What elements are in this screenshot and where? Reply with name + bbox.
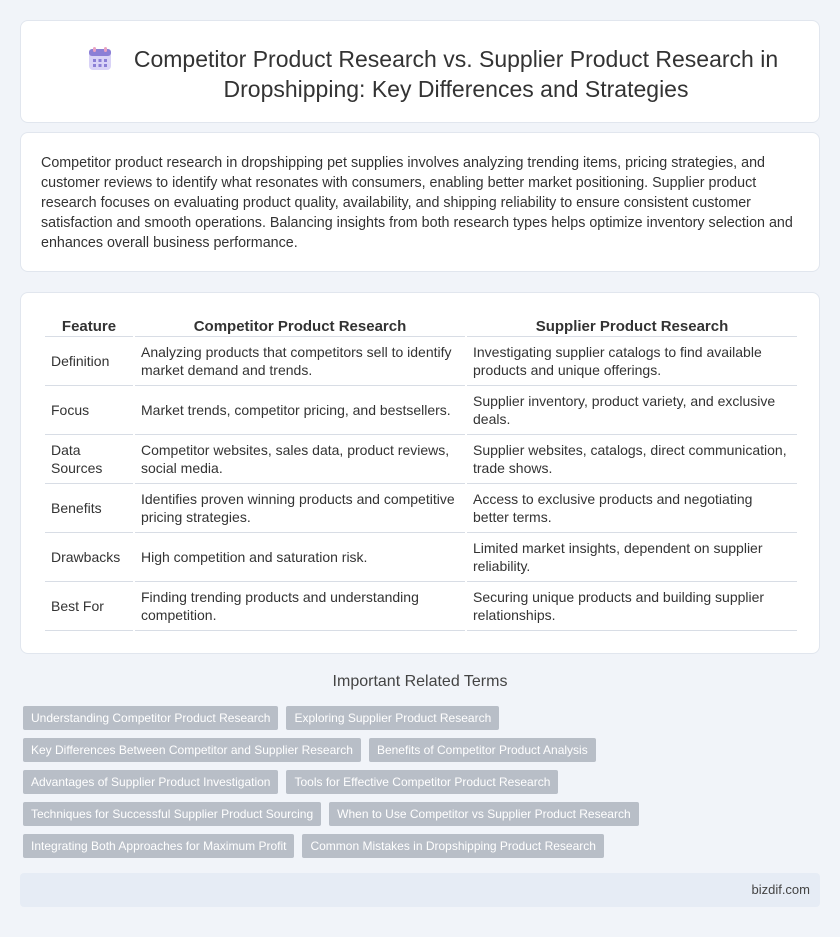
header-feature: Feature — [45, 313, 133, 337]
feature-cell: Benefits — [45, 484, 133, 533]
table-header-row — [45, 313, 797, 337]
related-term-tag[interactable]: When to Use Competitor vs Supplier Product Research — [329, 802, 638, 826]
table-row — [45, 386, 797, 435]
feature-cell: Definition — [45, 337, 133, 386]
comparison-table — [43, 313, 799, 631]
related-term-tag[interactable]: Integrating Both Approaches for Maximum Profit — [23, 834, 294, 858]
table-row — [45, 435, 797, 484]
header-competitor: Competitor Product Research — [135, 313, 465, 337]
intro-card — [20, 132, 820, 272]
title-card — [20, 20, 820, 123]
table-row — [45, 484, 797, 533]
supplier-cell: Access to exclusive products and negotiating better terms. — [467, 484, 797, 533]
supplier-cell: Limited market insights, dependent on supplier reliability. — [467, 533, 797, 582]
supplier-cell: Securing unique products and building supplier relationships. — [467, 582, 797, 631]
feature-cell: Data Sources — [45, 435, 133, 484]
table-row — [45, 533, 797, 582]
feature-cell: Best For — [45, 582, 133, 631]
related-term-tag[interactable]: Understanding Competitor Product Research — [23, 706, 278, 730]
related-term-tag[interactable]: Advantages of Supplier Product Investigation — [23, 770, 278, 794]
competitor-cell: Competitor websites, sales data, product reviews, social media. — [135, 435, 465, 484]
calendar-icon — [87, 46, 113, 72]
competitor-cell: Market trends, competitor pricing, and bestsellers. — [135, 386, 465, 435]
related-term-tag[interactable]: Common Mistakes in Dropshipping Product Research — [302, 834, 603, 858]
supplier-cell: Supplier inventory, product variety, and exclusive deals. — [467, 386, 797, 435]
comparison-table-card — [20, 292, 820, 654]
feature-cell: Drawbacks — [45, 533, 133, 582]
related-term-tag[interactable]: Techniques for Successful Supplier Product Sourcing — [23, 802, 321, 826]
supplier-cell: Supplier websites, catalogs, direct communication, trade shows. — [467, 435, 797, 484]
related-term-tag[interactable]: Benefits of Competitor Product Analysis — [369, 738, 596, 762]
related-term-tag[interactable]: Key Differences Between Competitor and Supplier Research — [23, 738, 361, 762]
page-title: Competitor Product Research vs. Supplier Product Research in Dropshipping: Key Differences and Strategies — [133, 46, 779, 102]
competitor-cell: High competition and saturation risk. — [135, 533, 465, 582]
related-terms-list — [23, 706, 813, 858]
header-supplier: Supplier Product Research — [467, 313, 797, 337]
competitor-cell: Finding trending products and understanding competition. — [135, 582, 465, 631]
competitor-cell: Identifies proven winning products and competitive pricing strategies. — [135, 484, 465, 533]
footer-brand[interactable]: bizdif.com — [751, 882, 810, 897]
table-row — [45, 582, 797, 631]
supplier-cell: Investigating supplier catalogs to find available products and unique offerings. — [467, 337, 797, 386]
competitor-cell: Analyzing products that competitors sell to identify market demand and trends. — [135, 337, 465, 386]
related-term-tag[interactable]: Exploring Supplier Product Research — [286, 706, 499, 730]
table-row — [45, 337, 797, 386]
footer — [20, 873, 820, 907]
related-term-tag[interactable]: Tools for Effective Competitor Product Research — [286, 770, 558, 794]
related-terms-heading: Important Related Terms — [332, 673, 508, 690]
feature-cell: Focus — [45, 386, 133, 435]
intro-paragraph: Competitor product research in dropshipping pet supplies involves analyzing trending items, pricing strategies, and customer reviews to identify what resonates with consumers, enabling better market positioning. Supplier product research focuses on evaluating product quality, availability, and shipping reliability to ensure consistent customer satisfaction and smooth operations. Balancing insights from both research types helps optimize inventory selection and enhances overall business performance. — [41, 155, 793, 251]
